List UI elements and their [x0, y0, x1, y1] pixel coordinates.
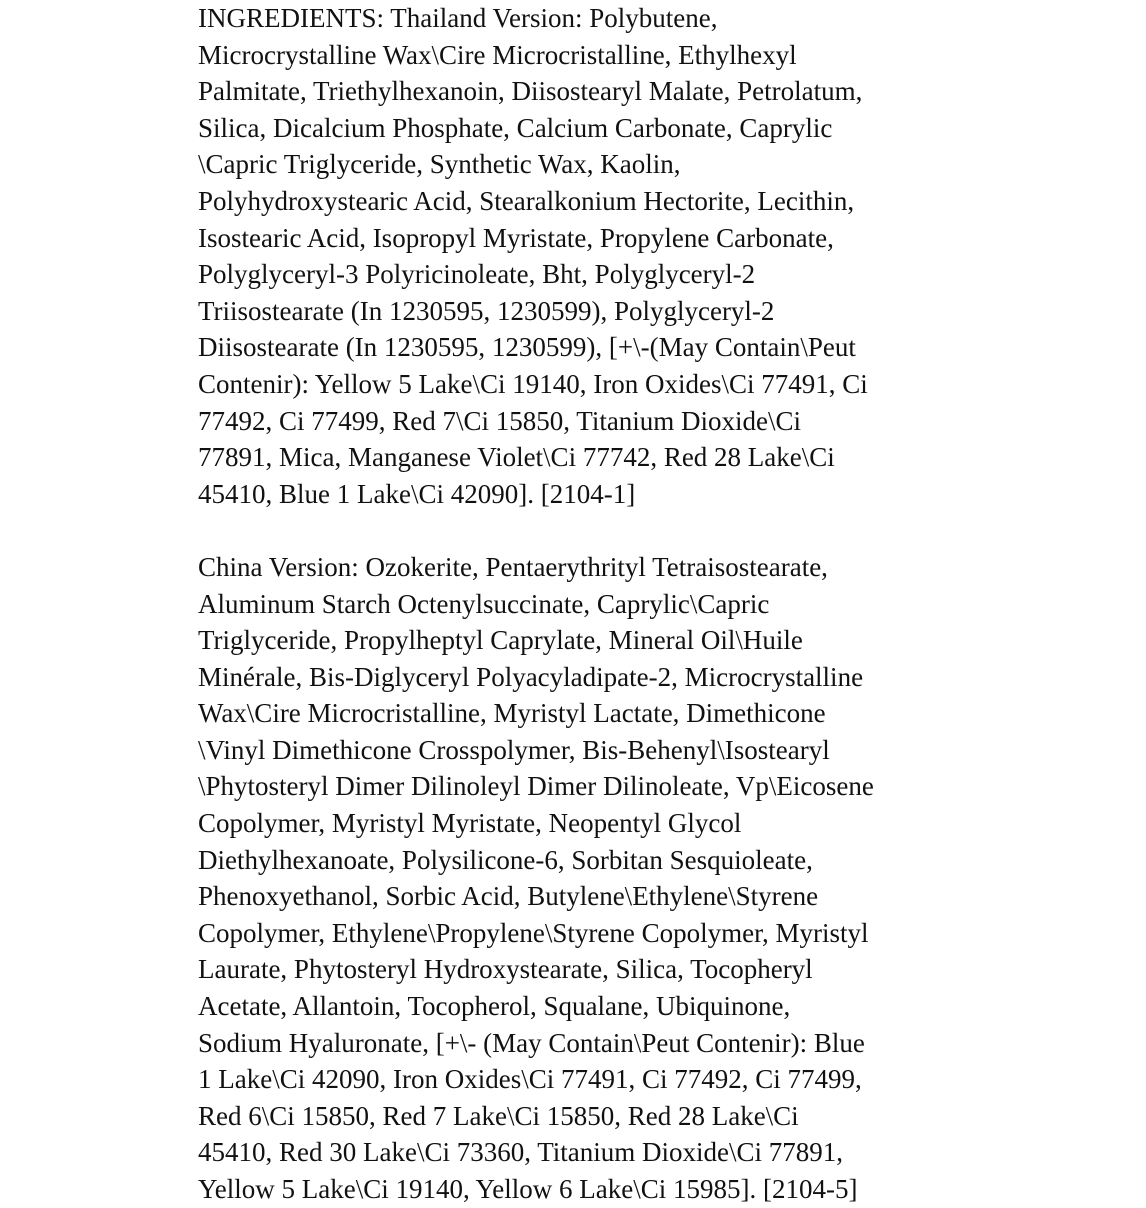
text-line: Diethylhexanoate, Polysilicone-6, Sorbitan Sesquioleate,	[198, 844, 813, 875]
text-line: Polyglyceryl-3 Polyricinoleate, Bht, Polyglyceryl-2	[198, 259, 756, 290]
text-line: Microcrystalline Wax\Cire Microcristalline, Ethylhexyl	[198, 39, 797, 70]
text-line: INGREDIENTS: Thailand Version: Polybutene,	[198, 3, 718, 33]
text-line: Minérale, Bis-Diglyceryl Polyacyladipate-2, Microcrystalline	[198, 661, 864, 692]
text-line: \Phytosteryl Dimer Dilinoleyl Dimer Dilinoleate, Vp\Eicosene	[198, 771, 874, 802]
text-line: \Capric Triglyceride, Synthetic Wax, Kaolin,	[198, 149, 681, 180]
text-line: Phenoxyethanol, Sorbic Acid, Butylene\Ethylene\Styrene	[198, 881, 819, 912]
text-line: Copolymer, Ethylene\Propylene\Styrene Copolymer, Myristyl	[198, 917, 869, 948]
text-line: Laurate, Phytosteryl Hydroxystearate, Silica, Tocopheryl	[198, 954, 813, 985]
text-line: \Vinyl Dimethicone Crosspolymer, Bis-Behenyl\Isostearyl	[198, 734, 830, 765]
text-line: 77492, Ci 77499, Red 7\Ci 15850, Titanium Dioxide\Ci	[198, 405, 802, 436]
text-line: Wax\Cire Microcristalline, Myristyl Lactate, Dimethicone	[198, 698, 826, 729]
paragraph-spacer	[198, 512, 988, 549]
text-line: 45410, Blue 1 Lake\Ci 42090]. [2104-1]	[198, 478, 636, 509]
text-line: Red 6\Ci 15850, Red 7 Lake\Ci 15850, Red 28 Lake\Ci	[198, 1100, 799, 1131]
text-line: Palmitate, Triethylhexanoin, Diisostearyl Malate, Petrolatum,	[198, 76, 863, 107]
text-line: 1 Lake\Ci 42090, Iron Oxides\Ci 77491, Ci 77492, Ci 77499,	[198, 1064, 862, 1095]
text-line: Contenir): Yellow 5 Lake\Ci 19140, Iron Oxides\Ci 77491, Ci	[198, 368, 868, 399]
ingredients-document	[198, 0, 988, 1208]
text-line: Polyhydroxystearic Acid, Stearalkonium Hectorite, Lecithin,	[198, 185, 855, 216]
text-line: 45410, Red 30 Lake\Ci 73360, Titanium Dioxide\Ci 77891,	[198, 1137, 844, 1168]
text-line: Triglyceride, Propylheptyl Caprylate, Mineral Oil\Huile	[198, 625, 803, 656]
text-line: Acetate, Allantoin, Tocopherol, Squalane, Ubiquinone,	[198, 991, 791, 1022]
text-line: Triisostearate (In 1230595, 1230599), Polyglyceryl-2	[198, 295, 775, 326]
china-version-paragraph	[198, 549, 988, 1208]
text-line: Yellow 5 Lake\Ci 19140, Yellow 6 Lake\Ci 15985]. [2104-5]	[198, 1174, 858, 1204]
text-line: Copolymer, Myristyl Myristate, Neopentyl Glycol	[198, 808, 742, 839]
text-line: Silica, Dicalcium Phosphate, Calcium Carbonate, Caprylic	[198, 112, 833, 143]
text-line: Diisostearate (In 1230595, 1230599), [+\-(May Contain\Peut	[198, 332, 856, 363]
text-line: Aluminum Starch Octenylsuccinate, Caprylic\Capric	[198, 588, 770, 619]
text-line: Isostearic Acid, Isopropyl Myristate, Propylene Carbonate,	[198, 222, 834, 253]
text-line: Sodium Hyaluronate, [+\- (May Contain\Peut Contenir): Blue	[198, 1027, 865, 1058]
text-line: 77891, Mica, Manganese Violet\Ci 77742, Red 28 Lake\Ci	[198, 442, 835, 473]
thailand-version-paragraph	[198, 0, 988, 512]
text-line: China Version: Ozokerite, Pentaerythrityl Tetraisostearate,	[198, 551, 828, 582]
